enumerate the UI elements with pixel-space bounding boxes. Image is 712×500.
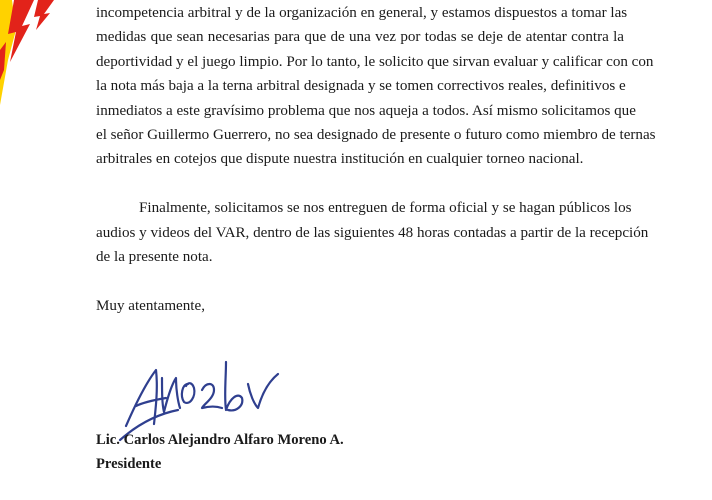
paragraph-2-line: Finalmente, solicitamos se nos entreguen de forma oficial y se hagan públicos los	[139, 200, 632, 217]
paragraph-2	[96, 196, 649, 269]
paragraph-1-line: inmediatos a este gravísimo problema que nos aqueja a todos. Así mismo solicitamos que	[96, 102, 636, 119]
letter-body	[96, 1, 656, 318]
club-logo-fragment	[0, 0, 60, 110]
signer-title: Presidente	[96, 456, 162, 472]
signer-name: Lic. Carlos Alejandro Alfaro Moreno A.	[96, 432, 344, 448]
paragraph-1-line: deportividad y el juego limpio. Por lo tanto, le solicito que sirvan evaluar y calificar con con	[96, 53, 654, 70]
paragraph-1-line: medidas que sean necesarias para que de una vez por todas se deje de atentar contra la	[96, 29, 624, 46]
paragraph-1-line: el señor Guillermo Guerrero, no sea designado de presente o futuro como miembro de ternas	[96, 127, 656, 144]
paragraph-2-line: de la presente nota.	[96, 249, 213, 266]
signature-block	[96, 428, 344, 476]
paragraph-1	[96, 1, 656, 172]
paragraph-1-line: la nota más baja a la terna arbitral designada y se tomen correctivos reales, definitivos e	[96, 78, 626, 95]
paragraph-2-line: audios y videos del VAR, dentro de las siguientes 48 horas contadas a partir de la recepción	[96, 224, 649, 241]
paragraph-1-line: incompetencia arbitral y de la organización en general, y estamos dispuestos a tomar las	[96, 5, 628, 21]
closing-line: Muy atentamente,	[96, 297, 205, 314]
logo-red-stripe-2	[34, 0, 54, 30]
paragraph-1-line: arbitrales en cotejos que dispute nuestra institución en cualquier torneo nacional.	[96, 151, 584, 168]
